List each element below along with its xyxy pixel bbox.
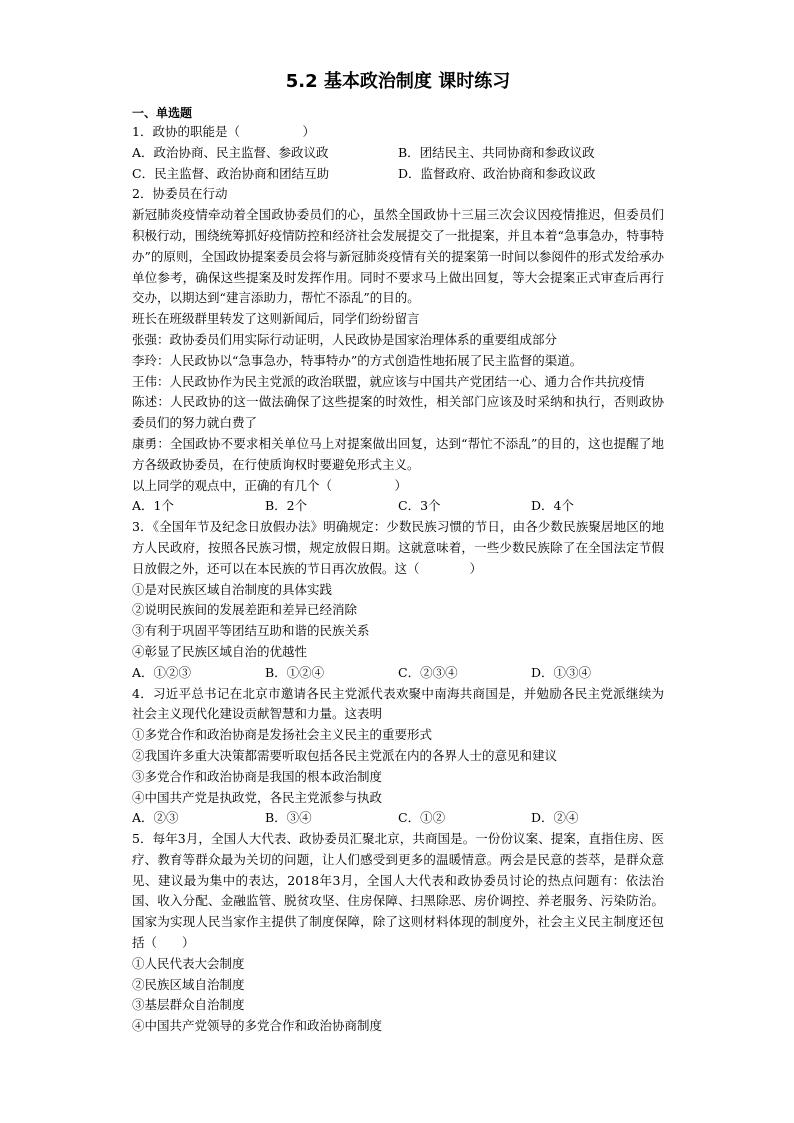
statement-item: ①多党合作和政治协商是发扬社会主义民主的重要形式 xyxy=(132,727,433,743)
statement-item: ③有利于巩固平等团结互助和谐的民族关系 xyxy=(132,623,370,639)
statement-item: ③多党合作和政治协商是我国的根本政治制度 xyxy=(132,768,383,784)
answer-options xyxy=(132,663,664,684)
option-a: A．1个 xyxy=(132,498,174,514)
student-view-wangwei: 王伟：人民政协作为民主党派的政治联盟，就应该与中国共产党团结一心、通力合作共抗疫情 xyxy=(132,373,645,389)
page-title: 5.2 基本政治制度 课时练习 xyxy=(285,71,511,92)
section-heading: 一、单选题 xyxy=(132,106,193,120)
question-stem: 2．协委员在行动 xyxy=(132,186,228,202)
question-2 xyxy=(132,184,664,517)
worksheet-page xyxy=(132,70,664,1037)
question-stem: 1．政协的职能是（ ） xyxy=(132,124,315,139)
question-1 xyxy=(132,122,664,184)
option-a: A．②③ xyxy=(132,810,179,826)
student-view-liling: 李玲：人民政协以“急事急办，特事特办”的方式创造性地拓展了民主监督的渠道。 xyxy=(132,352,583,368)
option-c: C．3个 xyxy=(398,498,441,514)
statement-item: ②说明民族间的发展差距和差异已经消除 xyxy=(132,602,358,618)
answer-options xyxy=(132,808,664,829)
question-5 xyxy=(132,829,664,1037)
option-b: B．③④ xyxy=(265,810,312,826)
question-stem: 4．习近平总书记在北京市邀请各民主党派代表欢聚中南海共商国是，并勉励各民主党派继续为社会主义现代化建设贡献智慧和力量。这表明 xyxy=(132,685,664,722)
option-a: A．①②③ xyxy=(132,664,192,680)
student-view-kangyong: 康勇：全国政协不要求相关单位马上对提案做出回复，达到“帮忙不添乱”的目的，这也提醒了地方各级政协委员，在行使质询权时要避免形式主义。 xyxy=(132,435,664,472)
statement-item: ④中国共产党是执政党，各民主党派参与执政 xyxy=(132,789,383,805)
option-c: C．民主监督、政治协商和团结互助 xyxy=(132,165,330,181)
answer-options xyxy=(132,496,664,517)
option-a: A．政治协商、民主监督、参政议政 xyxy=(132,144,329,160)
student-view-chenshu: 陈述：人民政协的这一做法确保了这些提案的时效性，相关部门应该及时采纳和执行，否则政协委员们的努力就白费了 xyxy=(132,394,664,431)
statement-item: ③基层群众自治制度 xyxy=(132,997,245,1013)
option-b: B．团结民主、共同协商和参政议政 xyxy=(398,144,595,160)
question-4 xyxy=(132,684,664,830)
statement-item: ④彰显了民族区域自治的优越性 xyxy=(132,643,308,659)
question-material: 新冠肺炎疫情牵动着全国政协委员们的心，虽然全国政协十三届三次会议因疫情推迟，但委员们积极行动，围绕统筹抓好疫情防控和经济社会发展提交了一批提案，并且本着“急事急办，特事特办”的原则，全国政协提案委员会将与新冠肺炎疫情有关的提案第一时间以参阅件的形式发给承办单位参考，确保这些提案及时发挥作用。同时不要求马上做出回复，等大会提案正式审查后再行交办，以期达到“建言添助力，帮忙不添乱”的目的。 xyxy=(132,207,664,306)
statement-item: ④中国共产党领导的多党合作和政治协商制度 xyxy=(132,1018,383,1034)
statement-item: ①是对民族区域自治制度的具体实践 xyxy=(132,581,333,597)
answer-options xyxy=(132,143,664,185)
option-b: B．①②④ xyxy=(265,664,325,680)
option-c: C．②③④ xyxy=(398,664,458,680)
question-3 xyxy=(132,517,664,683)
option-c: C．①② xyxy=(398,810,446,826)
question-stem: 5．每年3月，全国人大代表、政协委员汇聚北京，共商国是。一份份议案、提案，直指住房、医疗、教育等群众最为关切的问题，让人们感受到更多的温暖情意。两会是民意的荟萃，是群众意见、建议最为集中的表达，2018年3月，全国人大代表和政协委员讨论的热点问题有：依法治国、收入分配、金融监管、脱贫攻坚、住房保障、扫黑除恶、房价调控、养老服务、污染防治。国家为实现人民当家作主提供了制度保障，除了这则材料体现的制度外，社会主义民主制度还包括（ ） xyxy=(132,831,664,951)
statement-item: ①人民代表大会制度 xyxy=(132,955,245,971)
question-stem: 3．《全国年节及纪念日放假办法》明确规定：少数民族习惯的节日，由各少数民族聚居地区的地方人民政府，按照各民族习惯，规定放假日期。这就意味着，一些少数民族除了在全国法定节假日放假之外，还可以在本民族的节日再次放假。这（ ） xyxy=(132,519,664,576)
option-d: D．②④ xyxy=(531,810,579,826)
option-d: D．4个 xyxy=(531,498,574,514)
option-d: D．监督政府、政治协商和参政议政 xyxy=(398,165,596,181)
student-view-zhangqiang: 张强：政协委员们用实际行动证明，人民政协是国家治理体系的重要组成部分 xyxy=(132,331,558,347)
option-d: D．①③④ xyxy=(531,664,592,680)
question-ask: 以上同学的观点中，正确的有几个（ ） xyxy=(132,477,408,493)
option-b: B．2个 xyxy=(265,498,308,514)
statement-item: ②我国许多重大决策都需要听取包括各民主党派在内的各界人士的意见和建议 xyxy=(132,747,558,763)
question-intro: 班长在班级群里转发了这则新闻后，同学们纷纷留言 xyxy=(132,311,420,327)
statement-item: ②民族区域自治制度 xyxy=(132,976,245,992)
